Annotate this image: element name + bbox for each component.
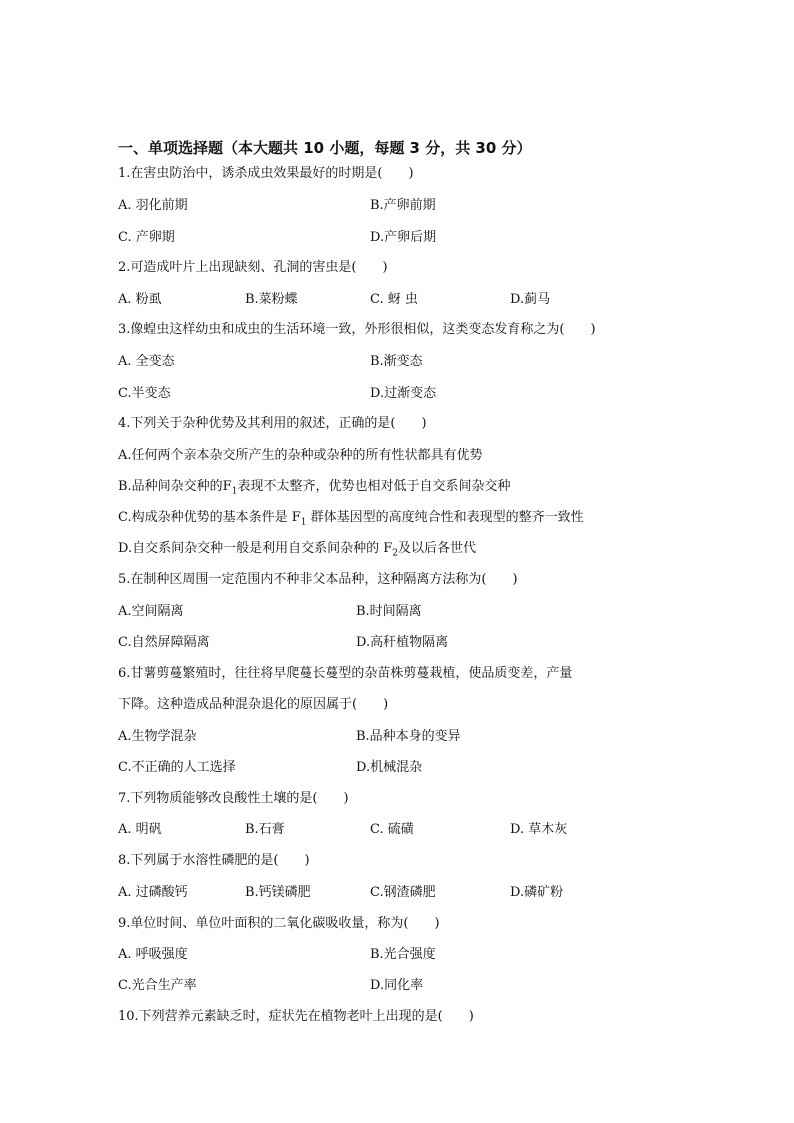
question-2-option-d: D.蓟马 (510, 292, 551, 307)
question-2-option-a: A. 粉虱 (118, 292, 162, 307)
question-4-option-c: C.构成杂种优势的基本条件是 $F_1$ 群体基因型的高度纯合性和表现型的整齐一致性 (118, 510, 584, 528)
question-8-stem: 8.下列属于水溶性磷肥的是( ) (118, 853, 310, 868)
question-6-option-b: B.品种本身的变异 (356, 729, 461, 744)
question-1-option-b: B.产卵前期 (370, 198, 436, 213)
question-3-option-d: D.过渐变态 (370, 386, 437, 401)
question-9-stem: 9.单位时间、单位叶面积的二氧化碳吸收量，称为( ) (118, 916, 440, 931)
question-9-option-a: A. 呼吸强度 (118, 947, 188, 962)
question-6-stem-line-2: 下降。这种造成品种混杂退化的原因属于( ) (118, 697, 389, 712)
question-4-option-d: D.自交系间杂交种一般是利用自交系间杂种的 $F_2$及以后各世代 (118, 541, 476, 559)
question-4-option-b: B.品种间杂交种的$F_1$表现不太整齐，优势也相对低于自交系间杂交种 (118, 479, 511, 497)
question-4-option-a: A.任何两个亲本杂交所产生的杂种或杂种的所有性状都具有优势 (118, 448, 483, 463)
question-2-stem: 2.可造成叶片上出现缺刻、孔洞的害虫是( ) (118, 260, 388, 275)
question-9-option-d: D.同化率 (370, 978, 424, 993)
section-title: 一、单项选择题（本大题共 10 小题，每题 3 分，共 30 分） (118, 139, 532, 157)
question-1-stem: 1.在害虫防治中，诱杀成虫效果最好的时期是( ) (118, 166, 414, 181)
question-8-option-c: C.钢渣磷肥 (370, 885, 436, 900)
question-5-stem: 5.在制种区周围一定范围内不种非父本品种，这种隔离方法称为( ) (118, 572, 518, 587)
question-6-stem-line-1: 6.甘薯剪蔓繁殖时，往往将早爬蔓长蔓型的杂苗株剪蔓栽植，使品质变差，产量 (118, 666, 573, 681)
question-6-option-a: A.生物学混杂 (118, 729, 197, 744)
question-8-option-b: B.钙镁磷肥 (245, 885, 311, 900)
question-7-option-c: C. 硫磺 (370, 822, 414, 837)
question-3-option-a: A. 全变态 (118, 354, 175, 369)
question-7-stem: 7.下列物质能够改良酸性土壤的是( ) (118, 791, 349, 806)
question-3-option-c: C.半变态 (118, 386, 171, 401)
question-5-option-c: C.自然屏障隔离 (118, 635, 210, 650)
question-7-option-a: A. 明矾 (118, 822, 162, 837)
question-6-option-d: D.机械混杂 (356, 760, 423, 775)
question-9-option-c: C.光合生产率 (118, 978, 197, 993)
question-9-option-b: B.光合强度 (370, 947, 436, 962)
question-3-stem: 3.像蝗虫这样幼虫和成虫的生活环境一致，外形很相似，这类变态发育称之为( ) (118, 322, 596, 337)
question-2-option-b: B.菜粉蝶 (245, 292, 298, 307)
question-5-option-d: D.高秆植物隔离 (356, 635, 449, 650)
question-4-stem: 4.下列关于杂种优势及其利用的叙述，正确的是( ) (118, 416, 427, 431)
question-1-option-a: A. 羽化前期 (118, 198, 188, 213)
question-5-option-b: B.时间隔离 (356, 604, 422, 619)
question-6-option-c: C.不正确的人工选择 (118, 760, 236, 775)
question-5-option-a: A.空间隔离 (118, 604, 184, 619)
question-1-option-d: D.产卵后期 (370, 230, 437, 245)
question-2-option-c: C. 蚜 虫 (370, 292, 418, 307)
question-1-option-c: C. 产卵期 (118, 230, 175, 245)
question-7-option-b: B.石膏 (245, 822, 285, 837)
question-8-option-d: D.磷矿粉 (510, 885, 564, 900)
question-10-stem: 10.下列营养元素缺乏时，症状先在植物老叶上出现的是( ) (118, 1009, 474, 1024)
question-8-option-a: A. 过磷酸钙 (118, 885, 188, 900)
question-7-option-d: D. 草木灰 (510, 822, 568, 837)
question-3-option-b: B.渐变态 (370, 354, 423, 369)
